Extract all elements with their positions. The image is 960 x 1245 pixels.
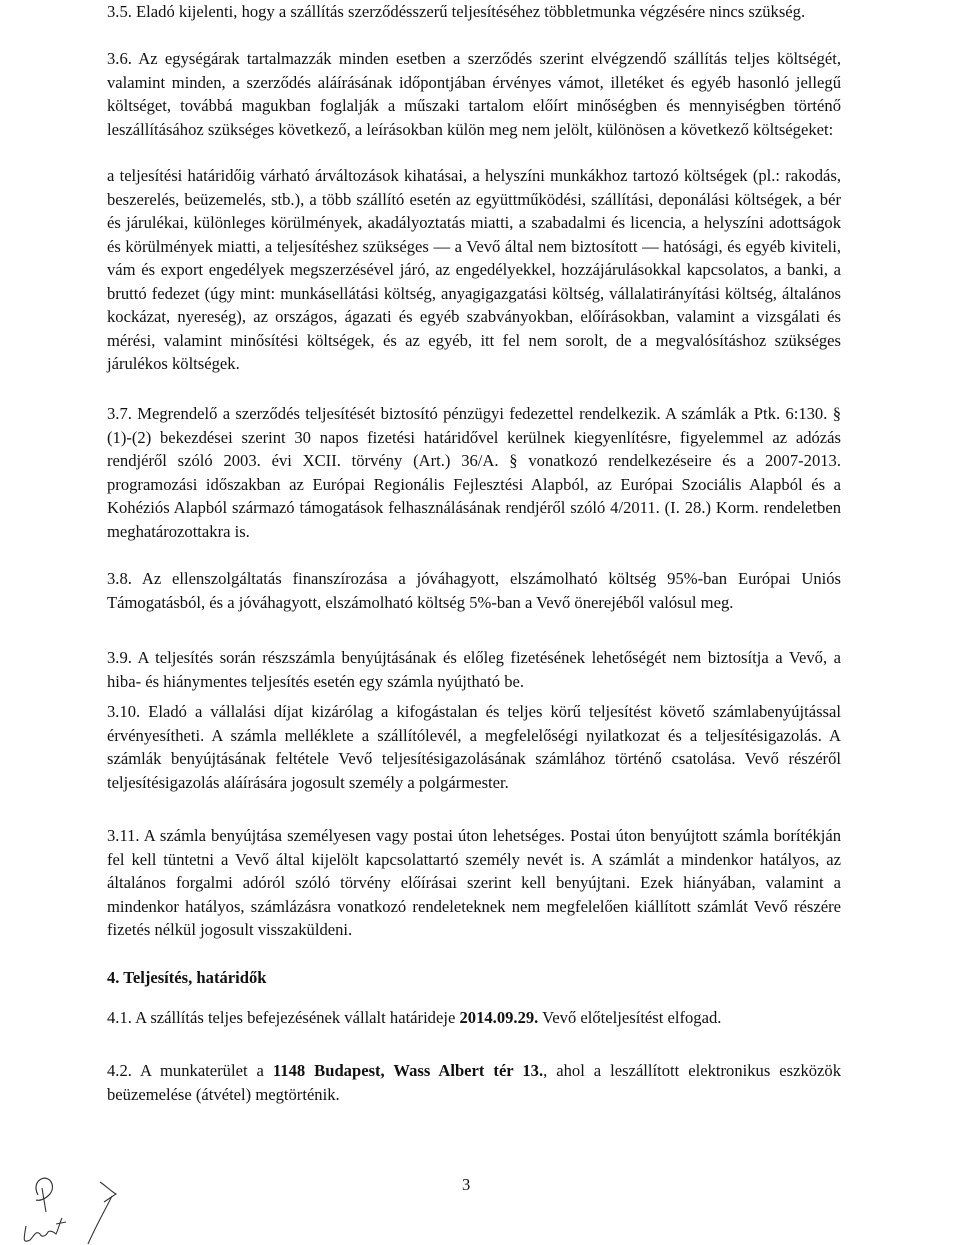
paragraph-number: 3.5. bbox=[107, 2, 132, 21]
paragraph-3-8 bbox=[107, 567, 841, 614]
paragraph-number: 3.6. bbox=[107, 49, 132, 68]
paragraph-text: Megrendelő a szerződés teljesítését biztosító pénzügyi fedezettel rendelkezik. A számlák a Ptk. 6:130. § (1)-(2) bekezdései szerint 30 napos fizetési határidővel kerülnek kiegyenlítésre, figyelemmel az adózás rendjéről szóló 2003. évi XCII. törvény (Art.) 36/A. § vonatkozó rendelkezéseire és a 2007-2013. programozási időszakban az Európai Regionális Fejlesztési Alapból, az Európai Szociális Alapból és a Kohéziós Alapból származó támogatások felhasználásának rendjéről szóló 4/2011. (I. 28.) Korm. rendeletben meghatározottakra is. bbox=[107, 404, 841, 541]
paragraph-number: 3.10. bbox=[107, 702, 141, 721]
paragraph-number: 3.8. bbox=[107, 569, 132, 588]
paragraph-3-7 bbox=[107, 402, 841, 543]
paragraph-3-6 bbox=[107, 47, 841, 141]
handwritten-signature bbox=[0, 1160, 140, 1245]
section-heading: 4. Teljesítés, határidők bbox=[107, 968, 267, 987]
paragraph-text: Az egységárak tartalmazzák minden esetben a szerződés szerint elvégzendő szállítás teljes költségét, valamint minden, a szerződés aláírásának időpontjában érvényes vámot, illetéket és egyéb hasonló jellegű költséget, továbbá magukban foglalják a műszaki tartalom előírt minőségben és mennyiségben történő leszállításához szükséges következő, a leírásokban külön meg nem jelölt, különösen a következő költségeket: bbox=[107, 49, 841, 139]
paragraph-text: Eladó a vállalási díjat kizárólag a kifogástalan és teljes körű teljesítést követő számlabenyújtással érvényesítheti. A számla melléklete a szállítólevél, a megfelelőségi nyilatkozat és a teljesítésigazolás. A számlák benyújtásának feltétele Vevő teljesítésigazolásának számlához történő csatolása. Vevő részéről teljesítésigazolás aláírására jogosult személy a polgármester. bbox=[107, 702, 841, 792]
paragraph-3-9 bbox=[107, 646, 841, 693]
paragraph-number: 4.2. bbox=[107, 1061, 132, 1080]
paragraph-text: A munkaterület a bbox=[139, 1061, 273, 1080]
paragraph-3-10 bbox=[107, 700, 841, 794]
paragraph-3-5 bbox=[107, 0, 841, 24]
paragraph-4-1 bbox=[107, 1006, 841, 1030]
work-site-address: 1148 Budapest, Wass Albert tér 13. bbox=[272, 1061, 544, 1080]
paragraph-text: , ahol a leszállított elektronikus eszközök beüzemelése (átvétel) megtörténik. bbox=[107, 1061, 842, 1104]
paragraph-number: 4.1. bbox=[107, 1008, 132, 1027]
paragraph-4-2 bbox=[107, 1059, 841, 1106]
paragraph-text: Az ellenszolgáltatás finanszírozása a jóváhagyott, elszámolható költség 95%-ban Európai Uniós Támogatásból, és a jóváhagyott, elszámolható költség 5%-ban a Vevő önerejéből valósul meg. bbox=[107, 569, 841, 612]
paragraph-text: a teljesítési határidőig várható árváltozások kihatásai, a helyszíni munkákhoz tartozó költségek (pl.: rakodás, beszerelés, beüzemelés, stb.), a több szállító esetén az együttműködési, szállítási, deponálási költségek, a bér és járulékai, különleges körülmények, akadályoztatás miatti, a szabadalmi és licencia, a helyszíni adottságok és körülmények miatti, a teljesítéshez szükséges — a Vevő által nem biztosított — hatósági, és egyéb kiviteli, vám és export engedélyek megszerzésével járó, az engedélyekkel, hozzájárulásokkal kapcsolatos, a banki, a bruttó fedezet (úgy mint: munkásellátási költség, anyagigazgatási költség, vállalatirányítási költség, általános kockázat, nyereség), az országos, ágazati és egyéb szabványokban, előírásokban, valamint a vizsgálati és mérési, valamint minősítési költségek, és az egyéb, itt fel nem sorolt, de a megvalósításhoz szükséges járulékos költségek. bbox=[107, 166, 841, 373]
paragraph-number: 3.9. bbox=[107, 648, 132, 667]
paragraph-3-11 bbox=[107, 824, 841, 942]
paragraph-text: A szállítás teljes befejezésének vállalt határideje bbox=[135, 1008, 460, 1027]
paragraph-number: 3.11. bbox=[107, 826, 140, 845]
paragraph-number: 3.7. bbox=[107, 404, 132, 423]
deadline-date: 2014.09.29. bbox=[459, 1008, 539, 1027]
paragraph-text: Eladó kijelenti, hogy a szállítás szerződésszerű teljesítéséhez többletmunka végzésére nincs szükség. bbox=[136, 2, 806, 21]
paragraph-text: A számla benyújtása személyesen vagy postai úton lehetséges. Postai úton benyújtott számla borítékján fel kell tüntetni a Vevő által kijelölt kapcsolattartó személy nevét is. A számlát a mindenkor hatályos, az általános forgalmi adóról szóló törvény előírásai szerint kell benyújtani. Ezek hiányában, valamint a mindenkor hatályos, számlázásra vonatkozó rendeleteknek nem megfelelően kiállított számlát Vevő részére fizetés nélkül jogosult visszaküldeni. bbox=[107, 826, 842, 939]
page-number: 3 bbox=[462, 1175, 471, 1194]
paragraph-text: A teljesítés során részszámla benyújtásának és előleg fizetésének lehetőségét nem biztosítja a Vevő, a hiba- és hiánymentes teljesítés esetén egy számla nyújtható be. bbox=[107, 648, 841, 691]
paragraph-text: Vevő előteljesítést elfogad. bbox=[538, 1008, 722, 1027]
paragraph-3-6-cost-list bbox=[107, 164, 841, 376]
